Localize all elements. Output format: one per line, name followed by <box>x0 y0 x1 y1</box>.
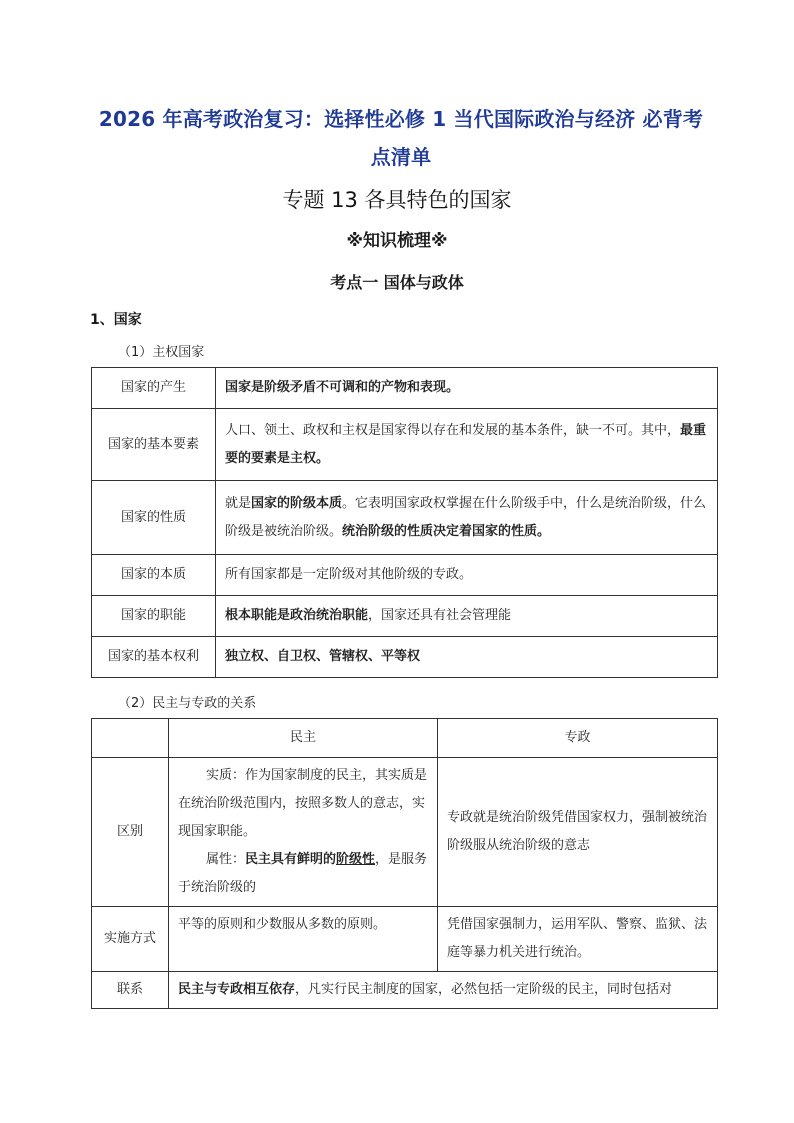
bold-text: 国家的阶级本质 <box>251 495 343 511</box>
row-label: 国家的本质 <box>92 555 216 596</box>
title-line-2: 点清单 <box>370 145 432 169</box>
header-empty-cell <box>92 719 169 758</box>
subsection-heading-democracy: （2）民主与专政的关系 <box>118 696 257 711</box>
row-label: 国家的基本要素 <box>92 409 216 481</box>
table-header-row <box>92 719 718 758</box>
plain-text: 属性： <box>206 852 246 867</box>
bold-text: 民主具有鲜明的 <box>245 852 337 867</box>
democracy-attribute-text <box>178 846 428 902</box>
row-label: 实施方式 <box>92 907 169 972</box>
point-heading: 考点一 国体与政体 <box>330 273 464 292</box>
plain-text: 人口、领土、政权和主权是国家得以存在和发展的基本条件，缺一不可。其中， <box>225 422 681 438</box>
row-content: 所有国家都是一定阶级对其他阶级的专政。 <box>216 555 718 596</box>
dictatorship-cell: 凭借国家强制力，运用军队、警察、监狱、法庭等暴力机关进行统治。 <box>438 907 718 972</box>
topic-title: 专题 13 各具特色的国家 <box>282 188 512 212</box>
header-democracy: 民主 <box>169 719 438 758</box>
table-row <box>92 972 718 1009</box>
header-dictatorship: 专政 <box>438 719 718 758</box>
table-row <box>92 555 718 596</box>
table-row <box>92 637 718 678</box>
row-label: 国家的性质 <box>92 481 216 555</box>
democracy-dictatorship-table <box>91 718 718 1009</box>
row-label: 国家的产生 <box>92 368 216 409</box>
table-row <box>92 907 718 972</box>
plain-text: 。它表明国家政权掌握在什么阶级手中，什么是统治阶级，什么阶级是被统治阶级。 <box>225 495 707 539</box>
title-line-1: 2026 年高考政治复习：选择性必修 1 当代国际政治与经济 必背考 <box>98 107 704 131</box>
sovereign-state-table <box>91 367 718 678</box>
row-content <box>216 481 718 555</box>
democracy-essence-text: 实质：作为国家制度的民主，其实质是在统治阶级范围内，按照多数人的意志，实现国家职能。 <box>178 768 428 839</box>
plain-text: 就是 <box>225 495 252 511</box>
bold-text: 国家是阶级矛盾不可调和的产物和表现。 <box>225 380 460 395</box>
table-row <box>92 409 718 481</box>
row-label: 国家的职能 <box>92 596 216 637</box>
table-row <box>92 596 718 637</box>
bold-text: 民主与专政相互依存 <box>178 982 296 997</box>
table-row <box>92 481 718 555</box>
table-row <box>92 368 718 409</box>
document-title <box>78 100 724 176</box>
relation-cell <box>169 972 718 1009</box>
row-label: 联系 <box>92 972 169 1009</box>
underlined-text: 阶级性 <box>336 852 376 867</box>
section-heading: 1、国家 <box>90 312 142 328</box>
bold-text: 最重要的要素是主权。 <box>225 422 707 466</box>
dictatorship-cell: 专政就是统治阶级凭借国家权力，强制被统治阶级服从统治阶级的意志 <box>438 758 718 907</box>
bold-text: 根本职能是政治统治职能 <box>225 608 369 623</box>
row-label: 区别 <box>92 758 169 907</box>
plain-text: ，凡实行民主制度的国家，必然包括一定阶级的民主，同时包括对 <box>295 982 673 997</box>
plain-text: ，是服务于统治阶级的 <box>178 852 428 895</box>
row-content <box>216 409 718 481</box>
democracy-cell <box>169 758 438 907</box>
plain-text: ，国家还具有社会管理能 <box>368 608 512 623</box>
table-row <box>92 758 718 907</box>
row-content <box>216 596 718 637</box>
democracy-cell: 平等的原则和少数服从多数的原则。 <box>169 907 438 972</box>
knowledge-heading: ※知识梳理※ <box>346 231 448 251</box>
bold-text: 统治阶级的性质决定着国家的性质。 <box>342 523 551 539</box>
subsection-heading-sovereign: （1）主权国家 <box>118 345 205 360</box>
row-content <box>216 637 718 678</box>
row-content <box>216 368 718 409</box>
row-label: 国家的基本权利 <box>92 637 216 678</box>
bold-text: 独立权、自卫权、管辖权、平等权 <box>225 649 421 664</box>
